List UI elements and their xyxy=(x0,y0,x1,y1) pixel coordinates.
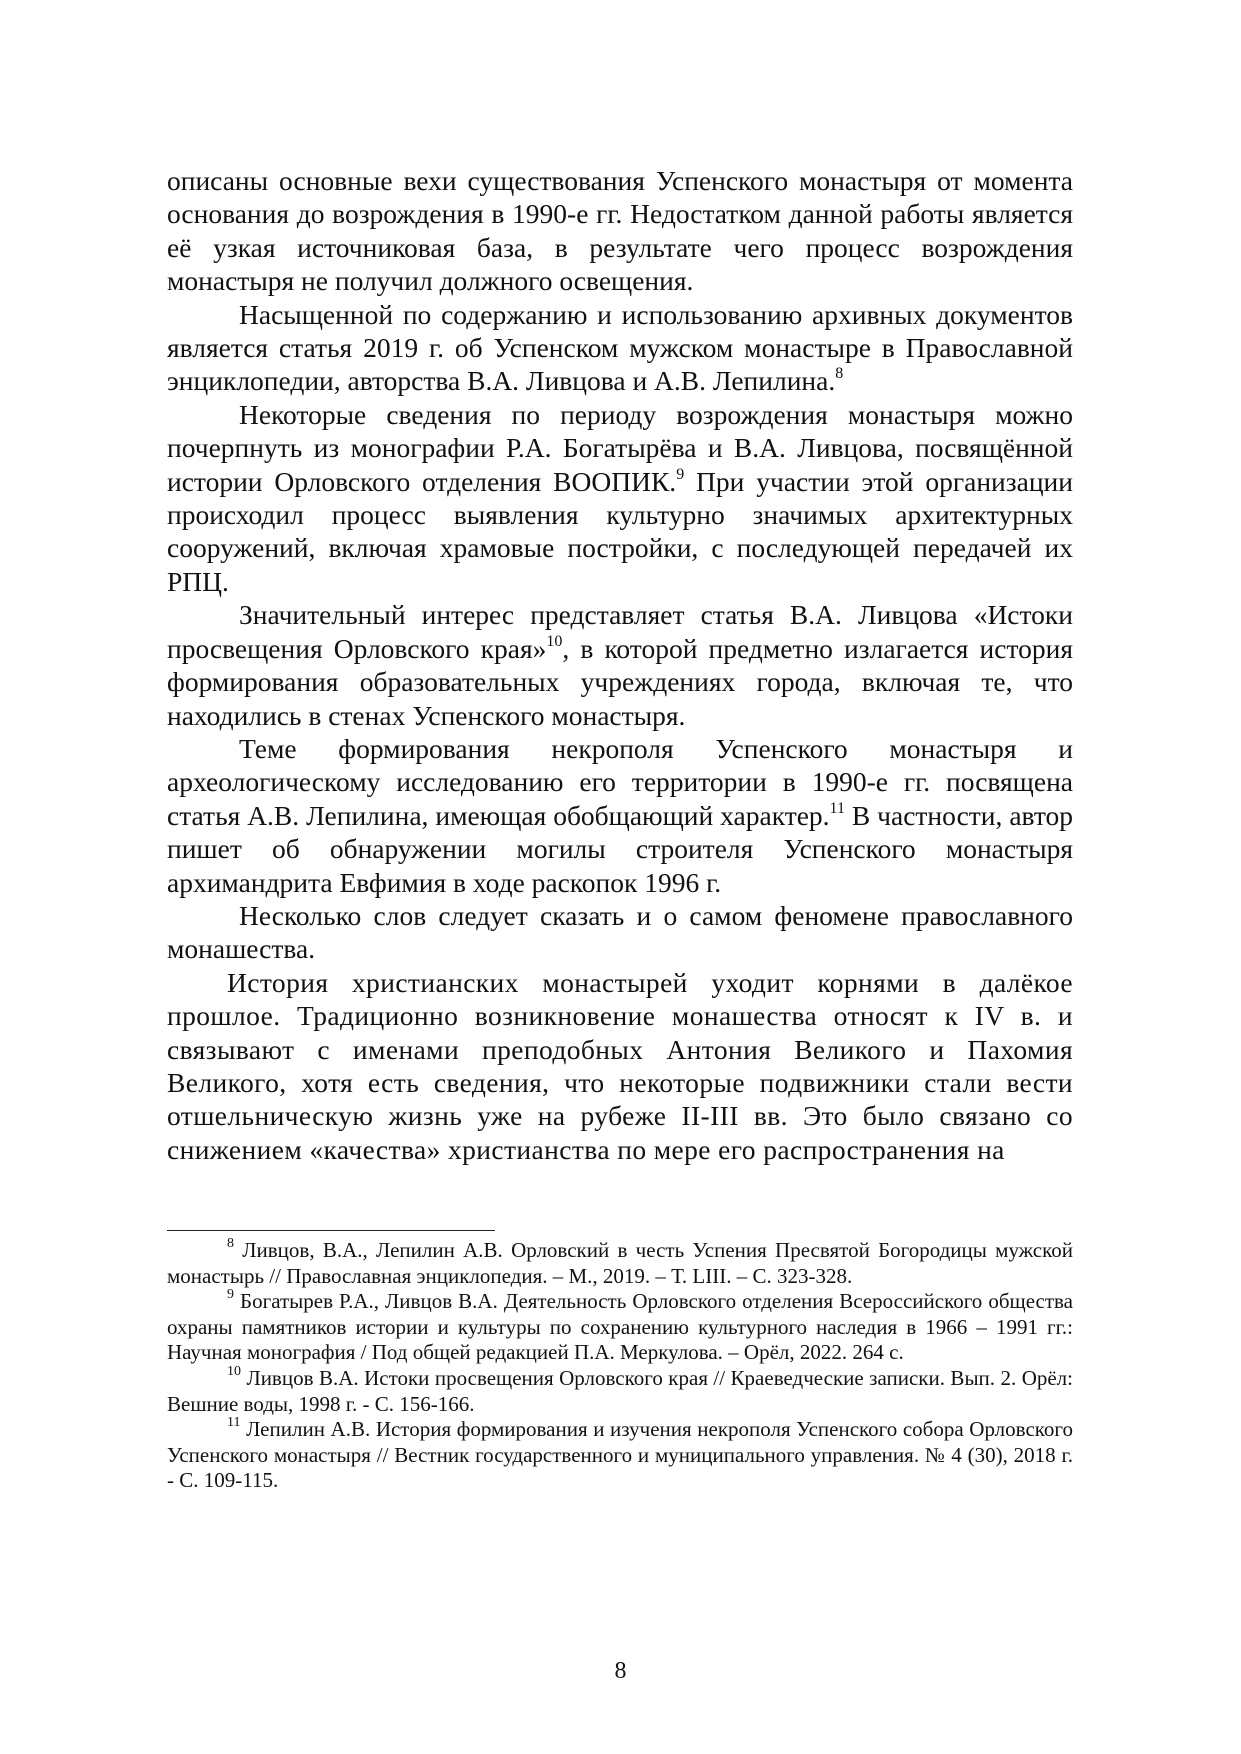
paragraph-4: Значительный интерес представляет статья В.А. Ливцова «Истоки просвещения Орловского края»$^{10}$, в которой предметно излагается история формирования образовательных учреждениях города, включая те, что находились в стенах Успенского монастыря. xyxy=(167,599,1073,731)
footnote-number: 8 xyxy=(227,1236,234,1251)
paragraph-2: Насыщенной по содержанию и использованию архивных документов является статья 2019 г. об Успенском мужском монастыре в Православной энциклопедии, авторства В.А. Ливцова и А.В. Лепилина.$^8$ xyxy=(167,298,1073,397)
footnote-ref-10[interactable]: 10 xyxy=(546,632,563,650)
footnotes xyxy=(167,1238,1073,1494)
paragraph-7: История христианских монастырей уходит корнями в далёкое прошлое. Традиционно возникновение монашества относят к IV в. и связывают с именами преподобных Антония Великого и Пахомия Великого, хотя есть сведения, что некоторые подвижники стали вести отшельническую жизнь уже на рубеже II-III вв. Это было связано со снижением «качества» христианства по мере его распространения на xyxy=(167,966,1073,1165)
footnote-11 xyxy=(167,1417,1073,1494)
footnote-8 xyxy=(167,1238,1073,1289)
footnote-text: Лепилин А.В. История формирования и изучения некрополя Успенского собора Орловского Успенского монастыря // Вестник государственного и муниципального управления. № 4 (30), 2018 г. - С. 109-115. xyxy=(167,1417,1073,1493)
footnote-10 xyxy=(167,1363,1073,1417)
footnote-ref-9[interactable]: 9 xyxy=(676,465,685,483)
paragraph-6: Несколько слов следует сказать и о самом феномене православного монашества. xyxy=(167,899,1073,965)
paragraph-5: Теме формирования некрополя Успенского монастыря и археологическому исследованию его территории в 1990-е гг. посвящена статья А.В. Лепилина, имеющая обобщающий характер.$^{11}$ В частности, автор пишет об обнаружении могилы строителя Успенского монастыря архимандрита Евфимия в ходе раскопок 1996 г. xyxy=(167,732,1073,898)
body-text xyxy=(167,164,1073,1166)
footnote-number: 11 xyxy=(227,1415,241,1431)
footnote-text: Ливцов, В.А., Лепилин А.В. Орловский в честь Успения Пресвятой Богородицы мужской монастырь // Православная энциклопедия. – М., 2019. – Т. LIII. – С. 323-328. xyxy=(167,1238,1073,1288)
footnote-ref-8[interactable]: 8 xyxy=(835,365,844,383)
footnote-ref-11[interactable]: 11 xyxy=(829,799,845,817)
footnote-divider xyxy=(167,1230,495,1231)
paragraph-3: Некоторые сведения по периоду возрождения монастыря можно почерпнуть из монографии Р.А. Богатырёва и В.А. Ливцова, посвящённой истории Орловского отделения ВООПИК.$^9$ При участии этой организации происходил процесс выявления культурно значимых архитектурных сооружений, включая храмовые постройки, с последующей передачей их РПЦ. xyxy=(167,398,1073,597)
footnote-number: 9 xyxy=(227,1287,234,1303)
page-number: 8 xyxy=(614,1658,627,1684)
footnote-9 xyxy=(167,1289,1073,1366)
footnote-text: Ливцов В.А. Истоки просвещения Орловского края // Краеведческие записки. Вып. 2. Орёл: Вешние воды, 1998 г. - С. 156-166. xyxy=(167,1365,1073,1416)
paragraph-1: описаны основные вехи существования Успенского монастыря от момента основания до возрождения в 1990-е гг. Недостатком данной работы является её узкая источниковая база, в результате чего процесс возрождения монастыря не получил должного освещения. xyxy=(167,165,1073,297)
footnote-text: Богатырев Р.А., Ливцов В.А. Деятельность Орловского отделения Всероссийского общества охраны памятников истории и культуры по сохранению культурного наследия в 1966 – 1991 гг.: Научная монография / Под общей редакцией П.А. Меркулова. – Орёл, 2022. 264 с. xyxy=(167,1289,1073,1365)
footnote-number: 10 xyxy=(227,1363,241,1379)
